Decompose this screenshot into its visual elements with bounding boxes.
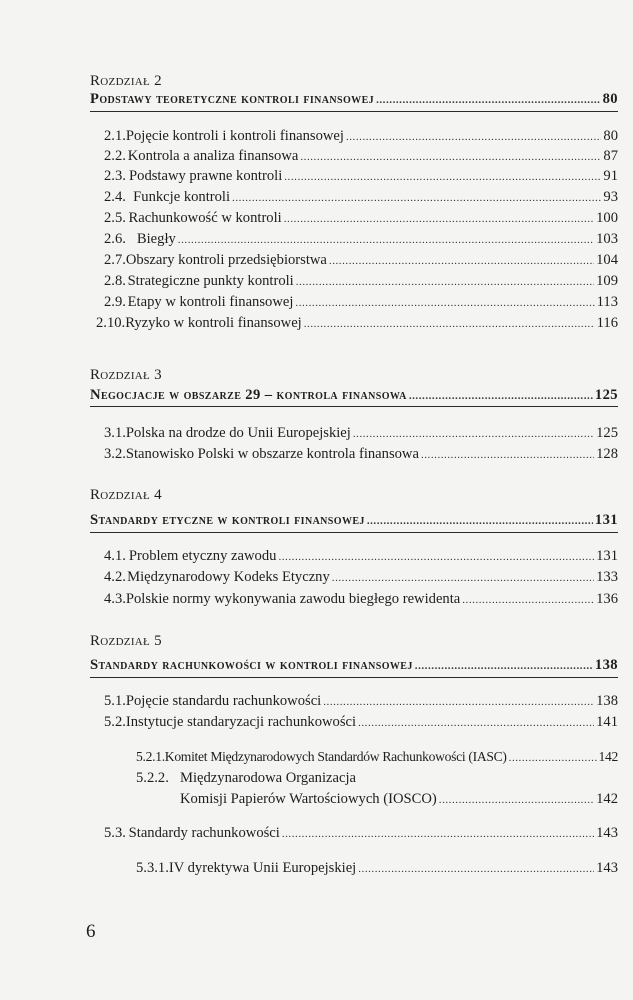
leader-dots — [421, 445, 594, 465]
section-number: 2.6. — [104, 231, 126, 247]
leader-dots — [358, 713, 594, 733]
section-page: 87 — [603, 148, 618, 164]
section-title: Ryzyko w kontroli finansowej — [125, 315, 302, 331]
section-title: Międzynarodowy Kodeks Etyczny — [127, 569, 330, 585]
section-title: Instytucje standaryzacji rachunkowości — [125, 714, 357, 730]
toc-entry — [104, 250, 618, 270]
leader-dots — [284, 209, 594, 229]
section-number: 5.3. — [104, 825, 126, 841]
section-page: 80 — [603, 128, 618, 144]
section-title: Komitet Międzynarodowych Standardów Rachunkowości (IASC) — [164, 749, 507, 764]
leader-dots — [358, 859, 594, 879]
toc-entry — [136, 747, 618, 767]
leader-dots — [329, 251, 594, 271]
section-number: 3.1. — [104, 425, 126, 441]
toc-entry — [104, 712, 618, 732]
leader-dots — [409, 386, 593, 406]
toc-entry — [104, 589, 618, 609]
section-title: Rachunkowość w kontroli — [128, 210, 282, 226]
leader-dots — [284, 167, 601, 187]
toc-entry — [104, 271, 618, 291]
section-title: Pojęcie standardu rachunkowości — [125, 693, 322, 709]
leader-dots — [439, 790, 594, 810]
chapter-label: Rozdział 5 — [90, 633, 162, 649]
toc-entry-line2 — [180, 789, 618, 809]
section-number: 2.4. — [104, 189, 126, 205]
section-title: Standardy rachunkowości — [128, 825, 280, 841]
leader-dots — [295, 293, 594, 313]
toc-entry — [104, 292, 618, 312]
section-page: 113 — [596, 294, 618, 310]
section-title: IV dyrektywa Unii Europejskiej — [168, 860, 357, 876]
toc-entry — [104, 823, 618, 843]
chapter-title: Podstawy teoretyczne kontroli finansowej — [90, 91, 375, 107]
section-page: 93 — [603, 189, 618, 205]
section-title: Biegły — [136, 231, 176, 247]
section-page: 143 — [596, 825, 618, 841]
section-page: 138 — [596, 693, 618, 709]
section-number: 5.3.1. — [136, 860, 169, 876]
section-title: Polskie normy wykonywania zawodu biegłego rewidenta — [125, 591, 461, 607]
leader-dots — [282, 824, 594, 844]
chapter-title: Negocjacje w obszarze 29 – kontrola finansowa — [90, 387, 407, 403]
section-number: 2.2. — [104, 148, 126, 164]
section-number: 2.8. — [104, 273, 126, 289]
section-page: 116 — [596, 315, 618, 331]
leader-dots — [462, 590, 594, 610]
toc-entry — [104, 691, 618, 711]
section-page: 136 — [596, 591, 618, 607]
section-title: Problem etyczny zawodu — [128, 548, 277, 564]
leader-dots — [323, 692, 594, 712]
section-title: Kontrola a analiza finansowa — [127, 148, 299, 164]
section-number: 2.7. — [104, 252, 126, 268]
leader-dots — [232, 188, 601, 208]
section-number: 5.1. — [104, 693, 126, 709]
section-number: 4.1. — [104, 548, 126, 564]
toc-entry — [104, 166, 618, 186]
section-number: 2.1. — [104, 128, 126, 144]
chapter-label: Rozdział 2 — [90, 73, 162, 89]
section-number: 2.10. — [96, 315, 126, 331]
chapter-title: Standardy etyczne w kontroli finansowej — [90, 512, 365, 528]
section-title: Międzynarodowa Organizacja — [180, 770, 356, 786]
section-page: 142 — [598, 749, 618, 764]
section-number: 4.3. — [104, 591, 126, 607]
chapter-title: Standardy rachunkowości w kontroli finansowej — [90, 657, 413, 673]
divider — [90, 406, 618, 407]
section-page: 109 — [596, 273, 618, 289]
divider — [90, 111, 618, 112]
toc-entry — [96, 313, 618, 333]
toc-entry — [104, 567, 618, 587]
section-number: 5.2. — [104, 714, 126, 730]
section-page: 91 — [603, 168, 618, 184]
toc-entry — [104, 146, 618, 166]
toc-entry — [104, 444, 618, 464]
chapter-page: 125 — [594, 387, 618, 403]
divider — [90, 532, 618, 533]
page-number: 6 — [86, 921, 96, 942]
section-page: 143 — [596, 860, 618, 876]
section-title: Funkcje kontroli — [133, 189, 231, 205]
section-page: 100 — [596, 210, 618, 226]
chapter-page: 131 — [594, 512, 618, 528]
section-number: 3.2. — [104, 446, 126, 462]
section-title: Strategiczne punkty kontroli — [127, 273, 294, 289]
section-number: 2.9. — [104, 294, 126, 310]
section-number: 5.2.2. — [136, 770, 169, 786]
leader-dots — [278, 547, 594, 567]
section-number: 2.3. — [104, 168, 126, 184]
chapter-title-row — [90, 510, 618, 530]
leader-dots — [376, 90, 601, 110]
section-page: 125 — [596, 425, 618, 441]
leader-dots — [332, 568, 594, 588]
section-title: Etapy w kontroli finansowej — [127, 294, 294, 310]
section-title: Polska na drodze do Unii Europejskiej — [125, 425, 351, 441]
toc-entry — [104, 546, 618, 566]
leader-dots — [415, 656, 593, 676]
chapter-label: Rozdział 4 — [90, 487, 162, 503]
section-title: Obszary kontroli przedsiębiorstwa — [125, 252, 327, 268]
section-page: 128 — [596, 446, 618, 462]
chapter-page: 138 — [594, 657, 618, 673]
chapter-page: 80 — [602, 91, 618, 107]
toc-entry — [104, 423, 618, 443]
section-page: 142 — [596, 791, 618, 807]
toc-entry-line1 — [136, 768, 618, 788]
section-title-continued: Komisji Papierów Wartościowych (IOSCO) — [180, 791, 437, 807]
toc-entry — [104, 229, 618, 249]
section-page: 133 — [596, 569, 618, 585]
leader-dots — [300, 147, 601, 167]
section-number: 2.5. — [104, 210, 126, 226]
chapter-title-row — [90, 385, 618, 405]
section-title: Pojęcie kontroli i kontroli finansowej — [125, 128, 344, 144]
leader-dots — [346, 127, 601, 147]
leader-dots — [367, 511, 593, 531]
chapter-title-row — [90, 655, 618, 675]
toc-entry — [104, 208, 618, 228]
divider — [90, 677, 618, 678]
leader-dots — [296, 272, 594, 292]
section-number: 5.2.1. — [136, 749, 165, 764]
section-title: Podstawy prawne kontroli — [129, 168, 283, 184]
leader-dots — [304, 314, 595, 334]
section-page: 103 — [596, 231, 618, 247]
chapter-label: Rozdział 3 — [90, 367, 162, 383]
section-number: 4.2. — [104, 569, 126, 585]
section-page: 141 — [596, 714, 618, 730]
section-page: 131 — [596, 548, 618, 564]
leader-dots — [353, 424, 594, 444]
leader-dots — [509, 748, 597, 768]
section-page: 104 — [596, 252, 618, 268]
chapter-title-row — [90, 89, 618, 109]
toc-entry — [136, 858, 618, 878]
toc-entry — [104, 126, 618, 146]
section-title: Stanowisko Polski w obszarze kontrola finansowa — [125, 446, 419, 462]
toc-entry — [104, 187, 618, 207]
leader-dots — [178, 230, 594, 250]
